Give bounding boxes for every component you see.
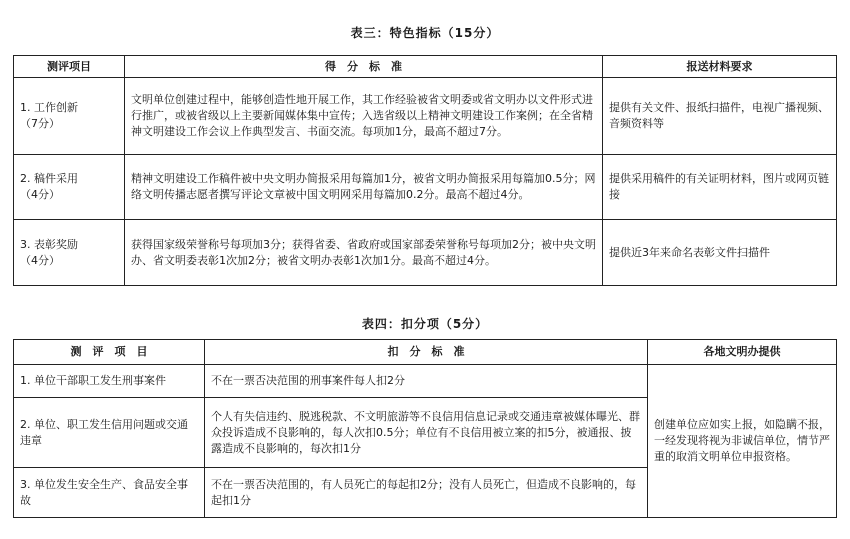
- table-row: [14, 220, 837, 286]
- deduction-items-table: [13, 339, 837, 518]
- provide-note-cell: 创建单位应如实上报，如隐瞒不报，一经发现将视为非诚信单位，情节严重的取消文明单位申报资格。: [648, 365, 837, 518]
- header-materials: 报送材料要求: [603, 56, 837, 78]
- criteria-cell: 个人有失信违约、脱逃税款、不文明旅游等不良信用信息记录或交通违章被媒体曝光、群众投诉造成不良影响的，每人次扣0.5分；单位有不良信用被立案的扣5分，被通报、披露造成不良影响的，每次扣1分: [205, 398, 648, 468]
- item-cell: 2. 单位、职工发生信用问题或交通违章: [14, 398, 205, 468]
- item-cell: 3. 单位发生安全生产、食品安全事故: [14, 468, 205, 518]
- item-cell: 2. 稿件采用 （4分）: [14, 155, 125, 220]
- criteria-cell: 不在一票否决范围的，有人员死亡的每起扣2分；没有人员死亡，但造成不良影响的，每起扣1分: [205, 468, 648, 518]
- characteristic-indicators-table: [13, 55, 837, 286]
- table-row: [14, 78, 837, 155]
- table3-caption: 表三：特色指标（15分）: [350, 26, 500, 40]
- table-row: [14, 155, 837, 220]
- item-cell: 1. 工作创新 （7分）: [14, 78, 125, 155]
- materials-cell: 提供近3年来命名表彰文件扫描件: [603, 220, 837, 286]
- table4-caption: 表四：扣分项（5分）: [361, 317, 489, 331]
- table-header-row: [14, 56, 837, 78]
- item-cell: 1. 单位干部职工发生刑事案件: [14, 365, 205, 398]
- criteria-cell: 文明单位创建过程中，能够创造性地开展工作，其工作经验被省文明委或省文明办以文件形式进行推广，或被省级以上主要新闻媒体集中宣传；入选省级以上精神文明建设工作案例；在全省精神文明建设工作会议上作典型发言、书面交流。每项加1分，最高不超过7分。: [125, 78, 603, 155]
- item-cell: 3. 表彰奖励 （4分）: [14, 220, 125, 286]
- header-criteria: 得 分 标 准: [125, 56, 603, 78]
- criteria-cell: 获得国家级荣誉称号每项加3分；获得省委、省政府或国家部委荣誉称号每项加2分；被中央文明办、省文明委表彰1次加2分；被省文明办表彰1次加1分。最高不超过4分。: [125, 220, 603, 286]
- header-item: 测 评 项 目: [14, 340, 205, 365]
- criteria-cell: 精神文明建设工作稿件被中央文明办简报采用每篇加1分，被省文明办简报采用每篇加0.5分；网络文明传播志愿者撰写评论文章被中国文明网采用每篇加0.2分。最高不超过4分。: [125, 155, 603, 220]
- header-item: 测评项目: [14, 56, 125, 78]
- header-provided-by: 各地文明办提供: [648, 340, 837, 365]
- table-header-row: [14, 340, 837, 365]
- materials-cell: 提供采用稿件的有关证明材料，图片或网页链接: [603, 155, 837, 220]
- materials-cell: 提供有关文件、报纸扫描件，电视广播视频、音频资料等: [603, 78, 837, 155]
- header-deduction-criteria: 扣 分 标 准: [205, 340, 648, 365]
- criteria-cell: 不在一票否决范围的刑事案件每人扣2分: [205, 365, 648, 398]
- table-row: [14, 365, 837, 398]
